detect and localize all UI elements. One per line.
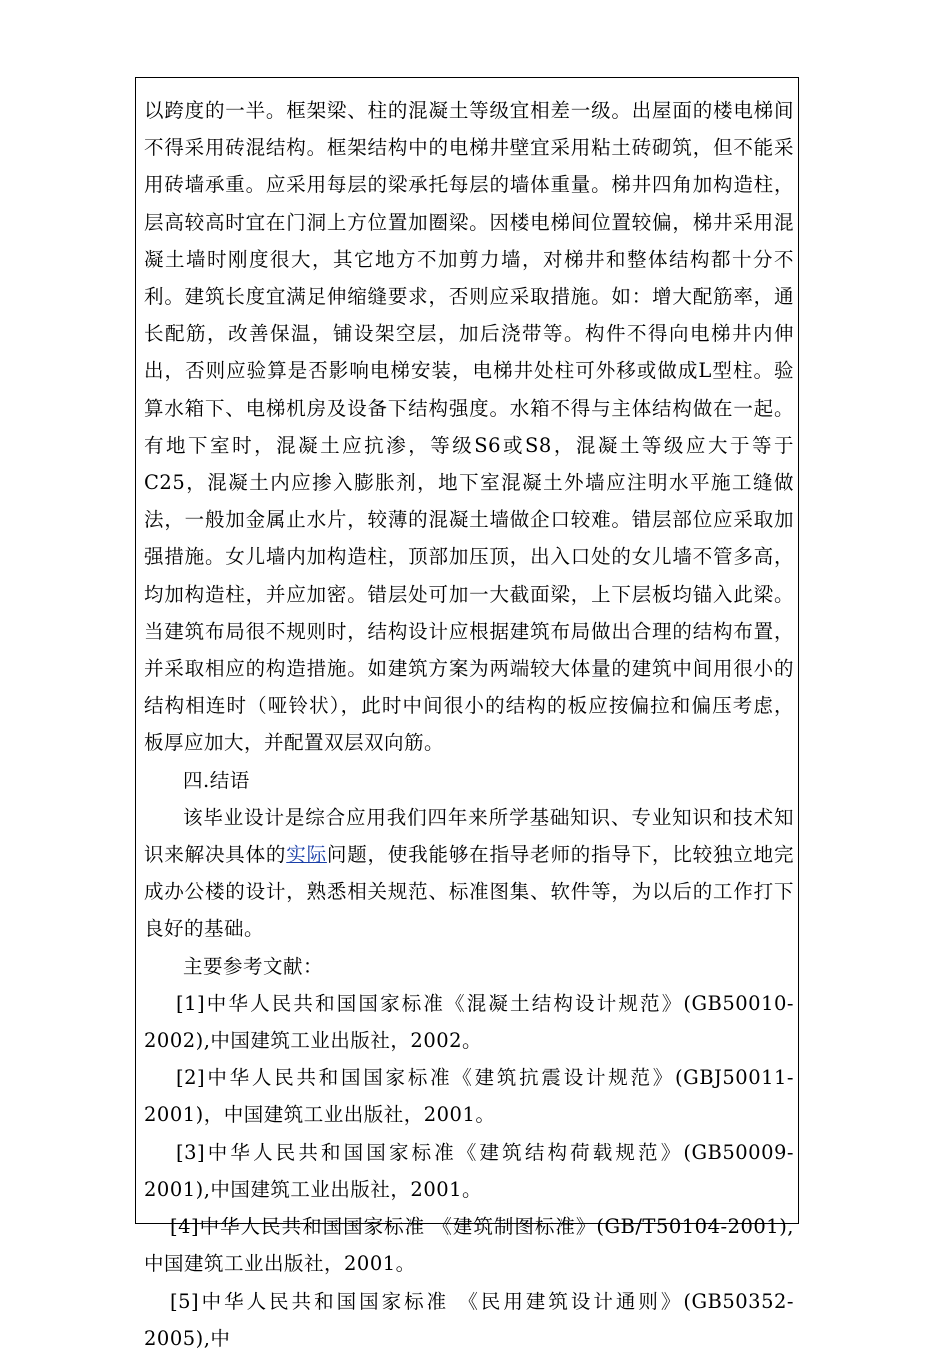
document-body (144, 92, 794, 1357)
reference-3: [3]中华人民共和国国家标准《建筑结构荷载规范》(GB50009-2001),中国建筑工业出版社，2001。 (144, 1140, 794, 1201)
conclusion-text-start: 该毕业设计是综合应用我们四年来所学基础知识、专业知识和技术知识来解决具体的 (144, 805, 794, 867)
conclusion-text-end: 问题，使我能够在指导老师的指导下，比较独立地完成办公楼的设计，熟悉相关规范、标准图集、软件等，为以后的工作打下良好的基础。 (144, 843, 794, 941)
reference-1: [1]中华人民共和国国家标准《混凝土结构设计规范》(GB50010-2002),中国建筑工业出版社，2002。 (144, 991, 794, 1053)
reference-4: [4]中华人民共和国国家标准 《建筑制图标准》(GB/T50104-2001),中国建筑工业出版社，2001。 (144, 1215, 794, 1276)
conclusion-paragraph (144, 799, 794, 948)
section-heading: 四.结语 (183, 768, 250, 792)
reference-5: [5]中华人民共和国国家标准 《民用建筑设计通则》(GB50352-2005),中 (144, 1289, 794, 1350)
link-shiji[interactable]: 实际 (286, 843, 327, 867)
references-heading: 主要参考文献： (183, 954, 324, 978)
reference-2: [2]中华人民共和国国家标准《建筑抗震设计规范》(GBJ50011-2001)，中国建筑工业出版社，2001。 (144, 1066, 794, 1127)
body-paragraph: 以跨度的一半。框架梁、柱的混凝土等级宜相差一级。出屋面的楼电梯间不得采用砖混结构。框架结构中的电梯井壁宜采用粘土砖砌筑，但不能采用砖墙承重。应采用每层的梁承托每层的墙体重量。梯井四角加构造柱，层高较高时宜在门洞上方位置加圈梁。因楼电梯间位置较偏，梯井采用混凝土墙时刚度很大，其它地方不加剪力墙，对梯井和整体结构都十分不利。建筑长度宜满足伸缩缝要求，否则应采取措施。如：增大配筋率，通长配筋，改善保温，铺设架空层，加后浇带等。构件不得向电梯井内伸出，否则应验算是否影响电梯安装，电梯井处柱可外移或做成L型柱。验算水箱下、电梯机房及设备下结构强度。水箱不得与主体结构做在一起。有地下室时，混凝土应抗渗，等级S6或S8，混凝土等级应大于等于C25，混凝土内应掺入膨胀剂，地下室混凝土外墙应注明水平施工缝做法，一般加金属止水片，较薄的混凝土墙做企口较难。错层部位应采取加强措施。女儿墙内加构造柱，顶部加压顶，出入口处的女儿墙不管多高，均加构造柱，并应加密。错层处可加一大截面梁，上下层板均锚入此梁。当建筑布局很不规则时，结构设计应根据建筑布局做出合理的结构布置，并采取相应的构造措施。如建筑方案为两端较大体量的建筑中间用很小的结构相连时（哑铃状），此时中间很小的结构的板应按偏拉和偏压考虑，板厚应加大，并配置双层双向筋。 (144, 99, 794, 755)
